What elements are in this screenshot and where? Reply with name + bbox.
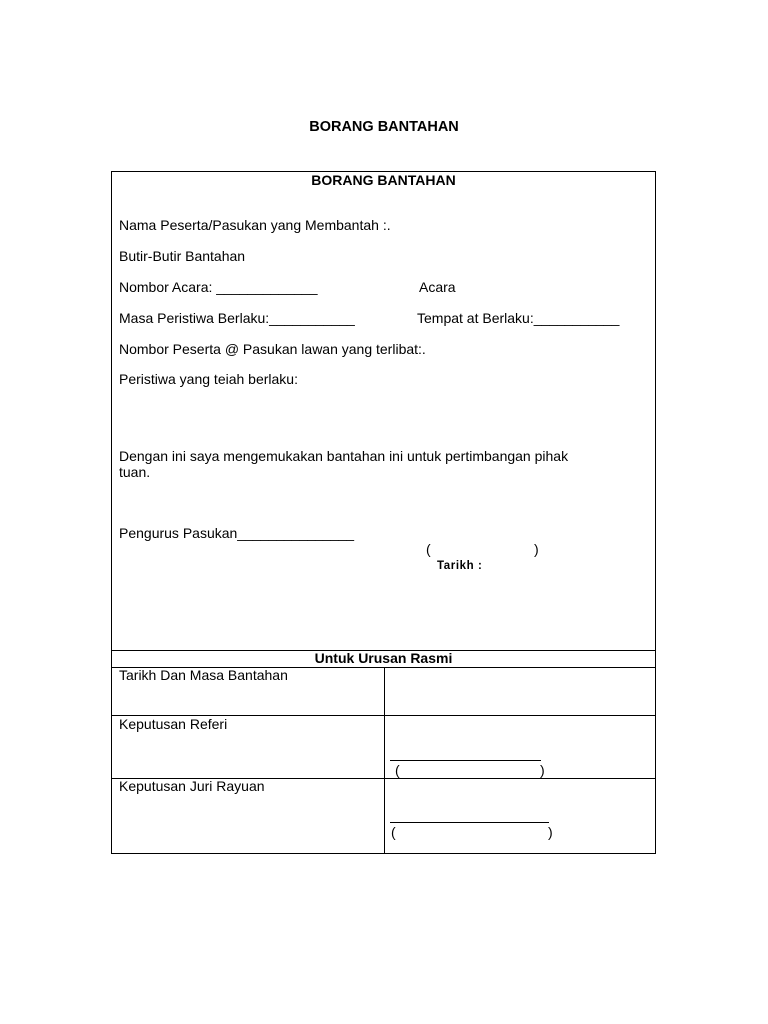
field-nombor-acara: Nombor Acara: _____________ xyxy=(119,279,318,295)
row-label-keputusan-juri: Keputusan Juri Rayuan xyxy=(119,778,265,794)
field-peristiwa: Peristiwa yang teiah berlaku: xyxy=(119,371,298,387)
signature-paren-open: ( xyxy=(426,541,431,557)
official-column-divider xyxy=(384,667,385,854)
form-title: BORANG BANTAHAN xyxy=(311,172,456,188)
official-header: Untuk Urusan Rasmi xyxy=(314,650,453,666)
referi-paren-open: ( xyxy=(395,762,400,778)
tarikh-label: Tarikh : xyxy=(437,560,483,572)
referi-paren-close: ) xyxy=(540,762,545,778)
field-masa-peristiwa: Masa Peristiwa Berlaku:___________ xyxy=(119,310,355,326)
field-nombor-peserta: Nombor Peserta @ Pasukan lawan yang terlibat:. xyxy=(119,341,426,357)
field-tempat-berlaku: Tempat at Berlaku:___________ xyxy=(417,310,620,326)
referi-signature-line xyxy=(390,760,541,761)
field-nama-peserta: Nama Peserta/Pasukan yang Membantah :. xyxy=(119,217,391,233)
field-butir-bantahan: Butir-Butir Bantahan xyxy=(119,248,246,264)
juri-signature-line xyxy=(390,822,549,823)
declaration-line-1: Dengan ini saya mengemukakan bantahan ini untuk pertimbangan pihak xyxy=(119,448,569,464)
field-acara: Acara xyxy=(419,279,456,295)
row-label-tarikh-masa: Tarikh Dan Masa Bantahan xyxy=(119,667,288,683)
juri-paren-close: ) xyxy=(548,824,553,840)
pengurus-pasukan: Pengurus Pasukan_______________ xyxy=(119,525,355,541)
signature-paren-close: ) xyxy=(534,541,539,557)
juri-paren-open: ( xyxy=(391,824,396,840)
row-label-keputusan-referi: Keputusan Referi xyxy=(119,716,228,732)
page-title: BORANG BANTAHAN xyxy=(309,119,459,135)
declaration-line-2: tuan. xyxy=(119,464,151,480)
